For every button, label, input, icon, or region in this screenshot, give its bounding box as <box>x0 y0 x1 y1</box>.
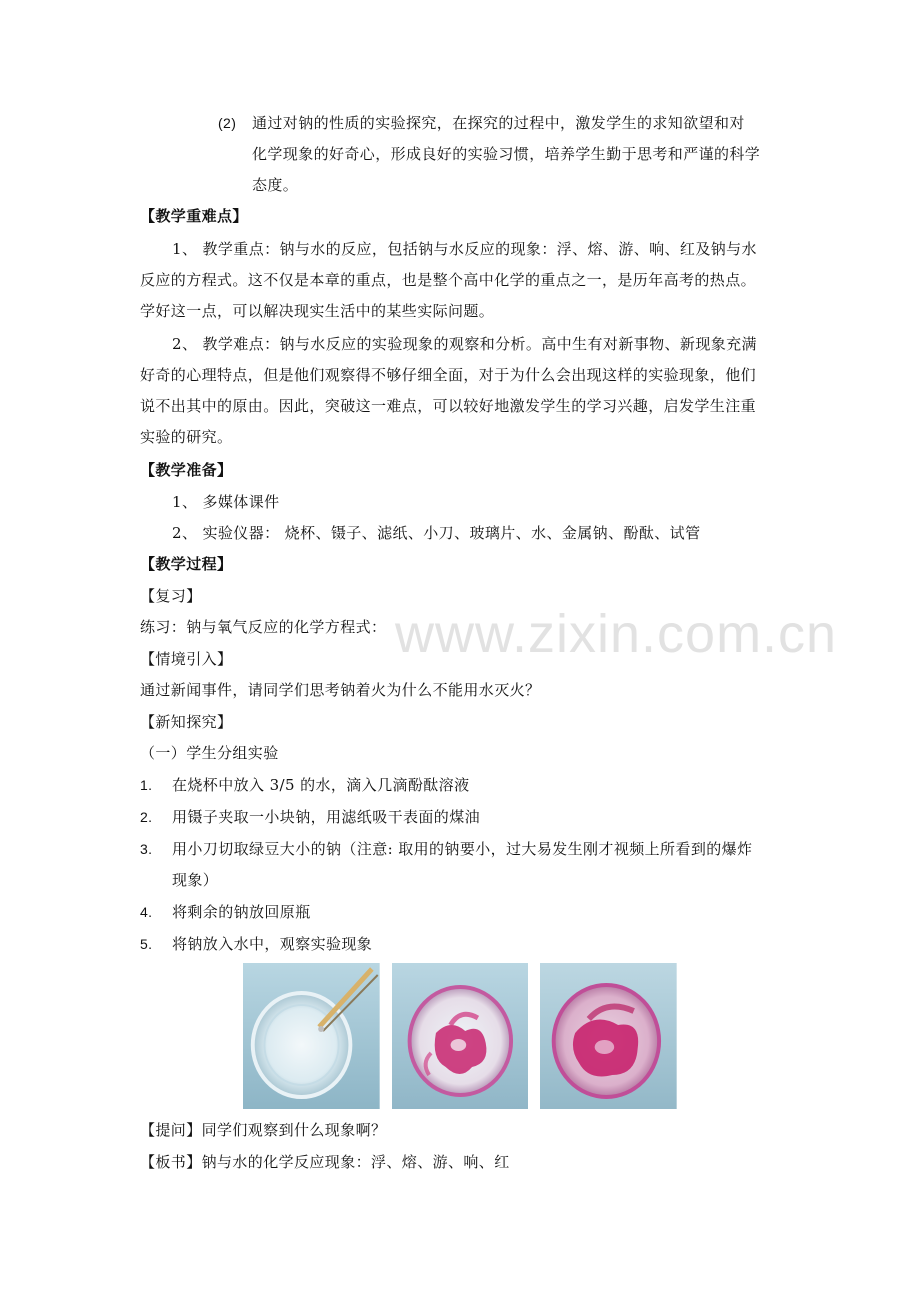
step-number: 1. <box>140 777 153 793</box>
objective-number: (2) <box>218 115 237 131</box>
step-text: 在烧杯中放入 3/5 的水，滴入几滴酚酞溶液 <box>172 776 470 794</box>
step-number: 5. <box>140 936 153 952</box>
exercise-text: 练习：钠与氧气反应的化学方程式： <box>140 618 387 636</box>
preparation-item-1: 1、 多媒体课件 <box>172 493 280 511</box>
group-experiment-heading: （一）学生分组实验 <box>140 744 279 762</box>
process-heading: 【教学过程】 <box>140 555 233 573</box>
step-text: 将剩余的钠放回原瓶 <box>172 903 311 921</box>
step-text-continued: 现象） <box>172 871 219 889</box>
photo-beaker-pink-spreading <box>392 963 529 1109</box>
photo-beaker-pink-final <box>540 963 677 1109</box>
explore-heading: 【新知探究】 <box>140 713 233 731</box>
step-number: 3. <box>140 841 153 857</box>
keypoint-1-line3: 学好这一点，可以解决现实生活中的某些实际问题。 <box>140 302 495 320</box>
step-number: 2. <box>140 809 153 825</box>
experiment-photo-strip <box>243 963 677 1109</box>
step-text: 将钠放入水中，观察实验现象 <box>172 935 373 953</box>
objective-text-line2: 化学现象的好奇心，形成良好的实验习惯，培养学生勤于思考和严谨的科学 <box>252 145 761 163</box>
step-text: 用小刀切取绿豆大小的钠（注意: 取用的钠要小，过大易发生刚才视频上所看到的爆炸 <box>172 840 753 858</box>
keypoints-heading: 【教学重难点】 <box>140 207 248 225</box>
preparation-heading: 【教学准备】 <box>140 461 233 479</box>
intro-heading: 【情境引入】 <box>140 650 233 668</box>
question-text: 【提问】同学们观察到什么现象啊？ <box>140 1121 387 1139</box>
intro-text: 通过新闻事件，请同学们思考钠着火为什么不能用水灭火？ <box>140 681 541 699</box>
step-number: 4. <box>140 904 153 920</box>
keypoint-2-line3: 说不出其中的原由。因此，突破这一难点，可以较好地激发学生的学习兴趣，启发学生注重 <box>140 397 757 415</box>
keypoint-2-line1: 2、 教学难点：钠与水反应的实验现象的观察和分析。高中生有对新事物、新现象充满 <box>172 335 757 353</box>
preparation-item-2: 2、 实验仪器： 烧杯、镊子、滤纸、小刀、玻璃片、水、金属钠、酚酞、试管 <box>172 524 701 542</box>
photo-beaker-with-tweezers <box>243 963 380 1109</box>
objective-text-line1: 通过对钠的性质的实验探究，在探究的过程中，激发学生的求知欲望和对 <box>252 114 745 132</box>
review-heading: 【复习】 <box>140 587 202 605</box>
keypoint-1-line2: 反应的方程式。这不仅是本章的重点，也是整个高中化学的重点之一，是历年高考的热点。 <box>140 271 757 289</box>
watermark: www.zixin.com.cn <box>395 604 838 664</box>
keypoint-2-line4: 实验的研究。 <box>140 428 233 446</box>
board-text: 【板书】钠与水的化学反应现象：浮、熔、游、响、红 <box>140 1153 510 1171</box>
keypoint-1-line1: 1、 教学重点：钠与水的反应，包括钠与水反应的现象：浮、熔、游、响、红及钠与水 <box>172 240 757 258</box>
keypoint-2-line2: 好奇的心理特点，但是他们观察得不够仔细全面，对于为什么会出现这样的实验现象，他们 <box>140 366 757 384</box>
objective-text-line3: 态度。 <box>252 176 299 194</box>
step-text: 用镊子夹取一小块钠，用滤纸吸干表面的煤油 <box>172 808 481 826</box>
